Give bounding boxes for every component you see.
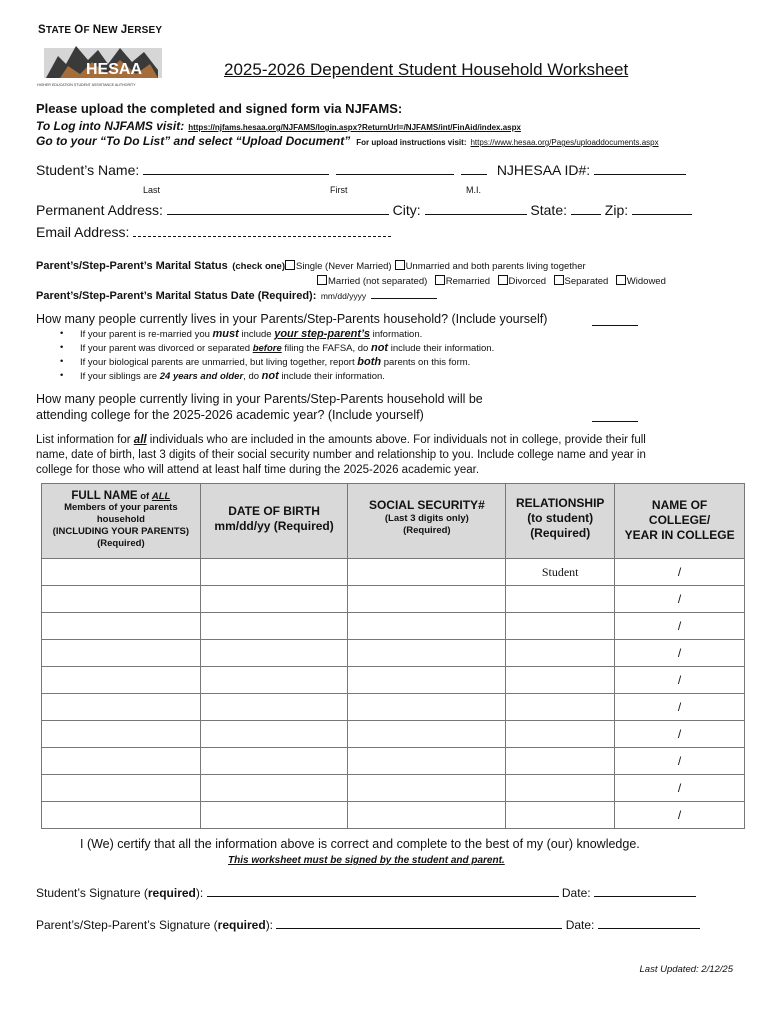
divorced-checkbox[interactable] [498,275,508,285]
dob-cell[interactable] [200,694,348,721]
college-cell[interactable]: / [615,613,745,640]
njfams-login-link[interactable]: https://njfams.hesaa.org/NJFAMS/login.aspx?ReturnUrl=/NJFAMS/int/FinAid/index.aspx [188,123,521,132]
college-cell[interactable]: / [615,775,745,802]
household-question: How many people currently lives in your Parents/Step-Parents household? (Include yourself) [36,312,548,326]
relationship-cell[interactable] [506,613,615,640]
last-updated: Last Updated: 2/12/25 [639,964,733,975]
relationship-cell[interactable] [506,667,615,694]
name-cell[interactable] [42,640,201,667]
table-row [42,613,745,640]
marital-date-row: Parent’s/Step-Parent’s Marital Status Date (Required): mm/dd/yyyy [36,286,437,304]
must-sign-notice: This worksheet must be signed by the student and parent. [228,855,505,866]
table-row [42,802,745,829]
name-cell[interactable] [42,613,201,640]
hesaa-logo [36,38,166,88]
login-instruction: To Log into NJFAMS visit: https://njfams.hesaa.org/NJFAMS/login.aspx?ReturnUrl=/NJFAMS/int/FinAid/index.aspx [36,119,521,133]
col-college: NAME OF COLLEGE/ YEAR IN COLLEGE [615,484,745,559]
table-row [42,721,745,748]
marital-status-row: Parent’s/Step-Parent’s Marital Status (check one) Single (Never Married) Unmarried and both parents living together [36,260,586,272]
dob-cell[interactable] [200,667,348,694]
widowed-checkbox[interactable] [616,275,626,285]
zip-field[interactable] [632,204,692,215]
address-field[interactable] [167,204,389,215]
separated-checkbox[interactable] [554,275,564,285]
ssn-cell[interactable] [348,559,506,586]
remarried-checkbox[interactable] [435,275,445,285]
relationship-cell[interactable] [506,748,615,775]
parent-date-field[interactable] [598,918,700,929]
student-signature-field[interactable] [207,886,559,897]
college-cell[interactable]: / [615,586,745,613]
ssn-cell[interactable] [348,748,506,775]
table-row [42,667,745,694]
table-row [42,694,745,721]
upload-documents-link[interactable]: https://www.hesaa.org/Pages/uploaddocuments.aspx [470,138,659,147]
ssn-cell[interactable] [348,721,506,748]
relationship-cell[interactable] [506,802,615,829]
first-name-field[interactable] [336,164,454,175]
college-count-field[interactable] [592,408,638,422]
single-checkbox[interactable] [285,260,295,270]
bullet-divorced: • If your parent was divorced or separated before filing the FAFSA, do not include their information. [60,342,495,354]
list-instructions: List information for all individuals who are included in the amounts above. For individuals not in college, provide their full name, date of birth, last 3 digits of their social security number and relationship to you. Include college name and year in college for those who will attend at least half time during the 2025-2026 academic year. [36,434,646,476]
state-of-new-jersey: STATE OF NEW JERSEY [38,24,163,36]
mi-label: M.I. [466,185,481,195]
parent-signature-field[interactable] [276,918,562,929]
name-cell[interactable] [42,721,201,748]
table-row [42,586,745,613]
todo-instruction: Go to your “To Do List” and select “Upload Document” For upload instructions visit: https://www.hesaa.org/Pages/uploaddocuments.aspx [36,134,659,148]
relationship-cell[interactable] [506,694,615,721]
upload-instruction: Please upload the completed and signed form via NJFAMS: [36,101,403,116]
student-name-row: Student’s Name: NJHESAA ID#: [36,162,686,178]
email-row: Email Address: [36,224,391,240]
college-question-line2: attending college for the 2025-2026 academic year? (Include yourself) [36,408,424,422]
name-cell[interactable] [42,694,201,721]
marital-date-field[interactable] [371,288,437,299]
college-cell[interactable]: / [615,559,745,586]
relationship-cell[interactable] [506,640,615,667]
last-name-field[interactable] [143,164,329,175]
dob-cell[interactable] [200,640,348,667]
col-full-name: FULL NAME of ALL Members of your parents household (INCLUDING YOUR PARENTS) (Required) [42,484,201,559]
household-count-field[interactable] [592,312,638,326]
college-cell[interactable]: / [615,721,745,748]
email-field[interactable] [133,226,391,237]
table-row [42,748,745,775]
name-cell[interactable] [42,775,201,802]
ssn-cell[interactable] [348,640,506,667]
household-members-table [41,483,745,829]
city-field[interactable] [425,204,527,215]
student-signature-row: Student’s Signature (required): Date: [36,886,696,900]
table-row [42,775,745,802]
bullet-remarried: • If your parent is re-married you must include your step-parent’s information. [60,328,423,340]
page-title: 2025-2026 Dependent Student Household Worksheet [224,60,629,79]
name-cell[interactable] [42,586,201,613]
ssn-cell[interactable] [348,775,506,802]
col-ssn: SOCIAL SECURITY# (Last 3 digits only) (Required) [348,484,506,559]
relationship-cell[interactable] [506,586,615,613]
dob-cell[interactable] [200,559,348,586]
certification-statement: I (We) certify that all the information above is correct and complete to the best of my (our) knowledge. [80,837,640,851]
last-label: Last [143,185,161,195]
college-cell[interactable]: / [615,802,745,829]
ssn-cell[interactable] [348,613,506,640]
married-checkbox[interactable] [317,275,327,285]
ssn-cell[interactable] [348,802,506,829]
col-date-of-birth: DATE OF BIRTH mm/dd/yy (Required) [200,484,348,559]
ssn-cell[interactable] [348,694,506,721]
college-cell[interactable]: / [615,694,745,721]
mi-field[interactable] [461,164,487,175]
bullet-siblings: • If your siblings are 24 years and older, do not include their information. [60,370,385,382]
relationship-cell[interactable] [506,775,615,802]
address-row: Permanent Address: City: State: Zip: [36,202,692,218]
logo-caption: HIGHER EDUCATION STUDENT ASSISTANCE AUTHORITY [37,83,136,87]
ssn-cell[interactable] [348,586,506,613]
dob-cell[interactable] [200,721,348,748]
bullet-unmarried: • If your biological parents are unmarried, but living together, report both parents on this form. [60,356,471,368]
ssn-cell[interactable] [348,667,506,694]
dob-cell[interactable] [200,586,348,613]
relationship-cell: Student [506,559,615,586]
first-label: First [330,185,348,195]
name-cell[interactable] [42,667,201,694]
parent-signature-row: Parent’s/Step-Parent’s Signature (required): Date: [36,918,700,932]
marital-status-row-2: Married (not separated) Remarried Divorced Separated Widowed [317,271,666,289]
college-cell[interactable]: / [615,667,745,694]
relationship-cell[interactable] [506,721,615,748]
dob-cell[interactable] [200,802,348,829]
dob-cell[interactable] [200,613,348,640]
college-cell[interactable]: / [615,748,745,775]
table-row [42,640,745,667]
table-row [42,559,745,586]
unmarried-together-checkbox[interactable] [395,260,405,270]
dob-cell[interactable] [200,775,348,802]
name-cell[interactable] [42,559,201,586]
njhesaa-id-field[interactable] [594,164,686,175]
name-cell[interactable] [42,802,201,829]
student-date-field[interactable] [594,886,696,897]
name-cell[interactable] [42,748,201,775]
col-relationship: RELATIONSHIP (to student) (Required) [506,484,615,559]
college-cell[interactable]: / [615,640,745,667]
state-field[interactable] [571,204,601,215]
logo-text: HESAA [86,61,143,78]
college-question-line1: How many people currently living in your Parents/Step-Parents household will be [36,392,483,406]
dob-cell[interactable] [200,748,348,775]
